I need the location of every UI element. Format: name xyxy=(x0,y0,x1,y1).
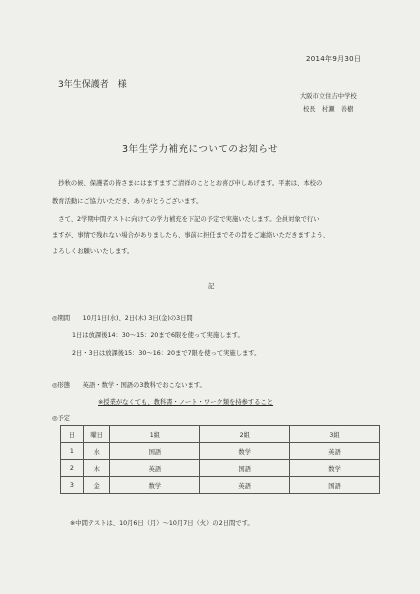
table-cell: 国語 xyxy=(200,460,290,477)
schedule-label: ◎予定 xyxy=(52,415,71,422)
body-line: 教育活動にご協力いただき、ありがとうございます。 xyxy=(52,198,203,205)
format-note: ※授業がなくても、教科書・ノート・ワーク類を持参すること xyxy=(98,399,274,406)
table-cell: 国語 xyxy=(290,477,380,494)
header-cell: 2組 xyxy=(200,426,290,443)
format-label: ◎形態 英語・数学・国語の3教科でおこないます。 xyxy=(52,382,206,389)
principal-name: 校長 村瀬 善樹 xyxy=(303,106,354,113)
table-cell: 英語 xyxy=(110,460,200,477)
header-cell: 3組 xyxy=(290,426,380,443)
recipient: 3年生保護者 様 xyxy=(58,80,127,90)
table-cell: 数学 xyxy=(110,477,200,494)
table-cell: 数学 xyxy=(200,443,290,460)
table-row xyxy=(61,460,380,477)
table-cell: 2 xyxy=(61,460,84,477)
schedule-table xyxy=(60,425,380,494)
document-title: 3年生学力補充についてのお知らせ xyxy=(122,144,279,155)
table-cell: 英語 xyxy=(200,477,290,494)
table-header-row xyxy=(61,426,380,443)
header-cell: 曜日 xyxy=(83,426,110,443)
footnote: ※中間テストは、10月6日（月）～10月7日（火）の2日間です。 xyxy=(70,520,254,527)
body-line: ますが、事情で残れない場合がありましたら、事前に担任までその旨をご連絡いただきますよう、 xyxy=(52,232,330,239)
table-row xyxy=(61,477,380,494)
ki-heading: 記 xyxy=(208,283,215,290)
table-cell: 1 xyxy=(61,443,84,460)
body-line: よろしくお願いいたします。 xyxy=(52,248,134,255)
period-label: ◎期間 10月1日(水)、2日(木) 3日(金)の3日間 xyxy=(52,315,193,322)
period-line-1: 1日は放課後14：30～15：20まで6限を使って実施します。 xyxy=(72,332,244,339)
table-row xyxy=(61,443,380,460)
table-cell: 国語 xyxy=(110,443,200,460)
header-cell: 日 xyxy=(61,426,84,443)
table-cell: 水 xyxy=(83,443,110,460)
school-name: 大阪市立住吉中学校 xyxy=(300,93,357,100)
date: 2014年9月30日 xyxy=(306,55,362,63)
table-cell: 3 xyxy=(61,477,84,494)
body-line: さて、2学期中間テストに向けての学力補充を下記の予定で実施いたします。全員対象で行い xyxy=(52,216,320,223)
table-cell: 木 xyxy=(83,460,110,477)
table-cell: 数学 xyxy=(290,460,380,477)
header-cell: 1組 xyxy=(110,426,200,443)
body-line: 抄秋の候、保護者の皆さまにはますますご清祥のこととお喜び申しあげます。平素は、本校の xyxy=(52,180,323,187)
period-line-2: 2日・3日は放課後15：30～16：20まで7限を使って実施します。 xyxy=(72,350,261,357)
table-cell: 金 xyxy=(83,477,110,494)
table-cell: 英語 xyxy=(290,443,380,460)
